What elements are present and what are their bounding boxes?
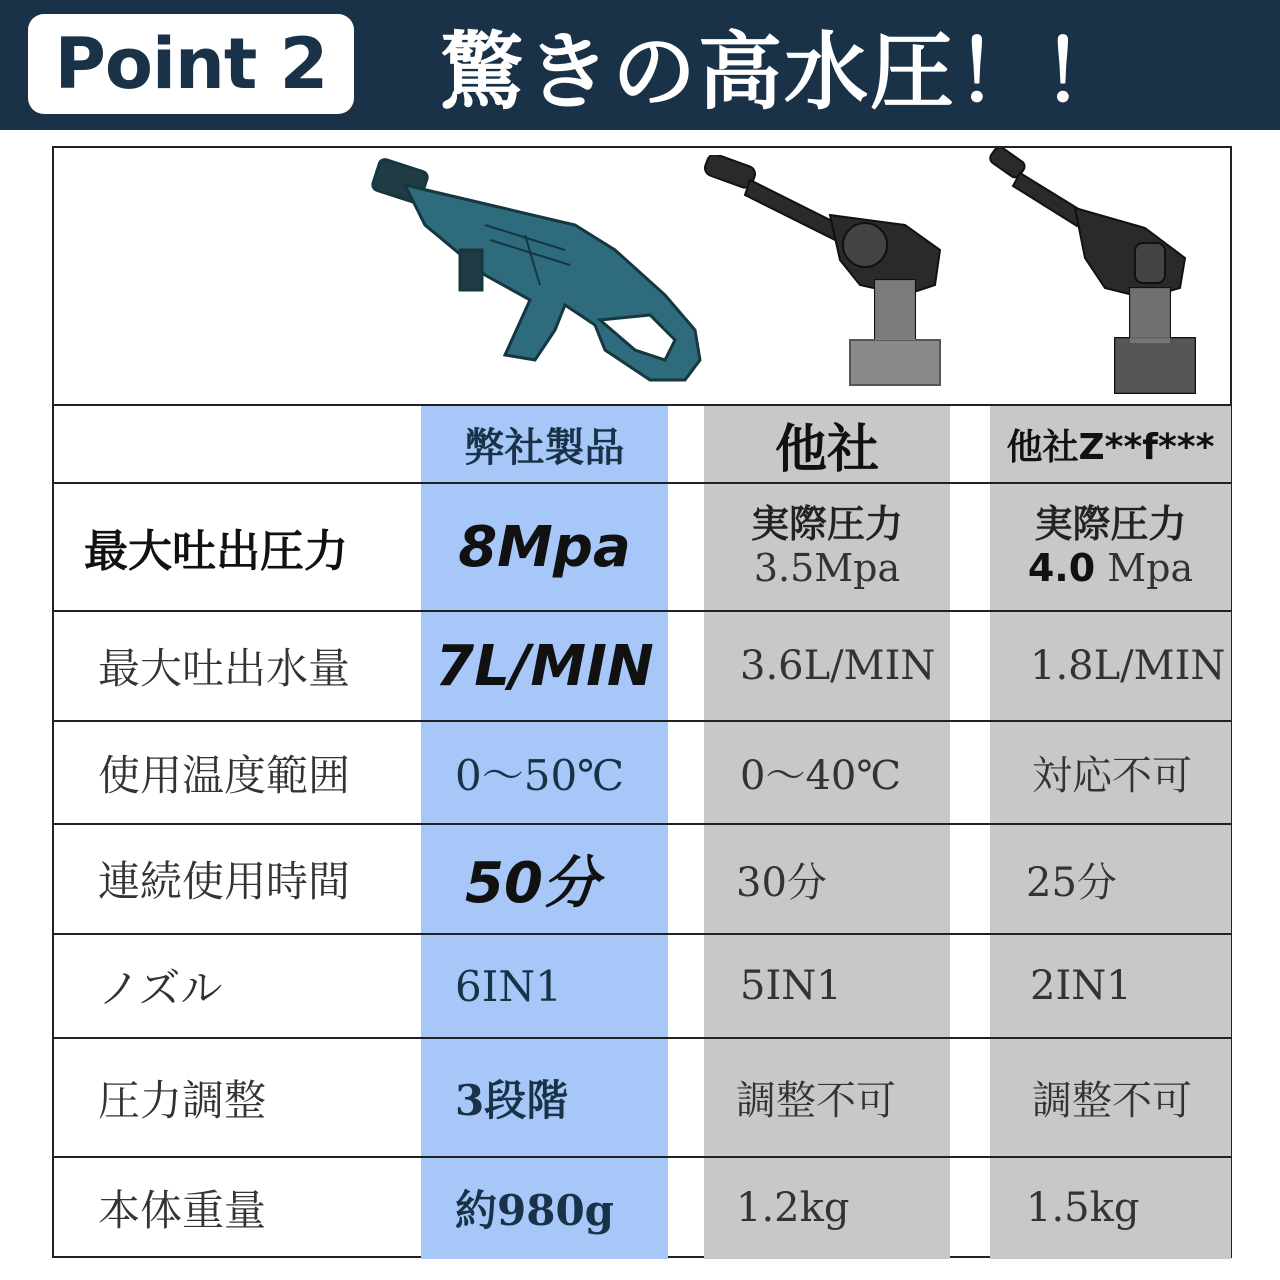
other-pressure-adjust: 調整不可 <box>736 1078 896 1124</box>
row-label-max-flow: 最大吐出水量 <box>98 644 351 693</box>
column-header-ours: 弊社製品 <box>464 423 625 471</box>
other-pressure-value: 3.5Mpa <box>753 546 901 590</box>
other2-max-flow: 1.8L/MIN <box>1030 643 1226 689</box>
row-label-nozzle: ノズル <box>98 964 223 1013</box>
ours-pressure-adjust: 3段階 <box>455 1075 569 1125</box>
other2-temperature: 対応不可 <box>1032 753 1192 799</box>
ours-run-time: 50分 <box>465 851 599 916</box>
row-label-pressure-adjust: 圧力調整 <box>98 1075 267 1125</box>
other-weight: 1.2kg <box>736 1185 850 1231</box>
other-pressure-title: 実際圧力 <box>750 502 903 547</box>
other2-run-time: 25分 <box>1026 859 1117 906</box>
ours-max-pressure: 8Mpa <box>458 514 631 580</box>
point-badge: Point 2 <box>28 14 354 114</box>
other-run-time: 30分 <box>736 859 827 906</box>
row-label-run-time: 連続使用時間 <box>98 857 351 906</box>
ours-temperature: 0～50℃ <box>455 750 625 800</box>
other2-max-pressure <box>990 484 1231 610</box>
other2-pressure-value <box>1028 547 1193 591</box>
headline: 驚きの高水圧！！ <box>440 22 1129 121</box>
ours-weight: 約980g <box>455 1186 615 1235</box>
other2-nozzle: 2IN1 <box>1030 963 1132 1009</box>
other-nozzle: 5IN1 <box>740 963 842 1009</box>
other-max-pressure <box>704 484 950 610</box>
row-label-temperature: 使用温度範囲 <box>98 750 351 800</box>
other2-pressure-number: 4.0 <box>1027 546 1096 590</box>
other2-weight: 1.5kg <box>1026 1185 1140 1231</box>
row-label-weight: 本体重量 <box>98 1186 267 1235</box>
other2-pressure-adjust: 調整不可 <box>1032 1078 1192 1124</box>
pressure-washer-gun-ours-image <box>365 155 710 395</box>
other2-pressure-unit: Mpa <box>1095 546 1194 590</box>
other2-pressure-title: 実際圧力 <box>1034 502 1187 547</box>
column-header-other: 他社 <box>774 419 879 480</box>
pressure-washer-gun-other-image <box>700 155 950 395</box>
pressure-washer-gun-other2-image <box>985 148 1225 398</box>
header-banner <box>0 0 1280 130</box>
ours-max-flow: 7L/MIN <box>435 633 654 699</box>
ours-nozzle: 6IN1 <box>455 961 562 1011</box>
other-max-flow: 3.6L/MIN <box>740 643 936 689</box>
other-temperature: 0～40℃ <box>740 753 902 799</box>
column-header-other2: 他社Z**f*** <box>1006 426 1215 468</box>
row-label-max-pressure: 最大吐出圧力 <box>84 526 348 577</box>
